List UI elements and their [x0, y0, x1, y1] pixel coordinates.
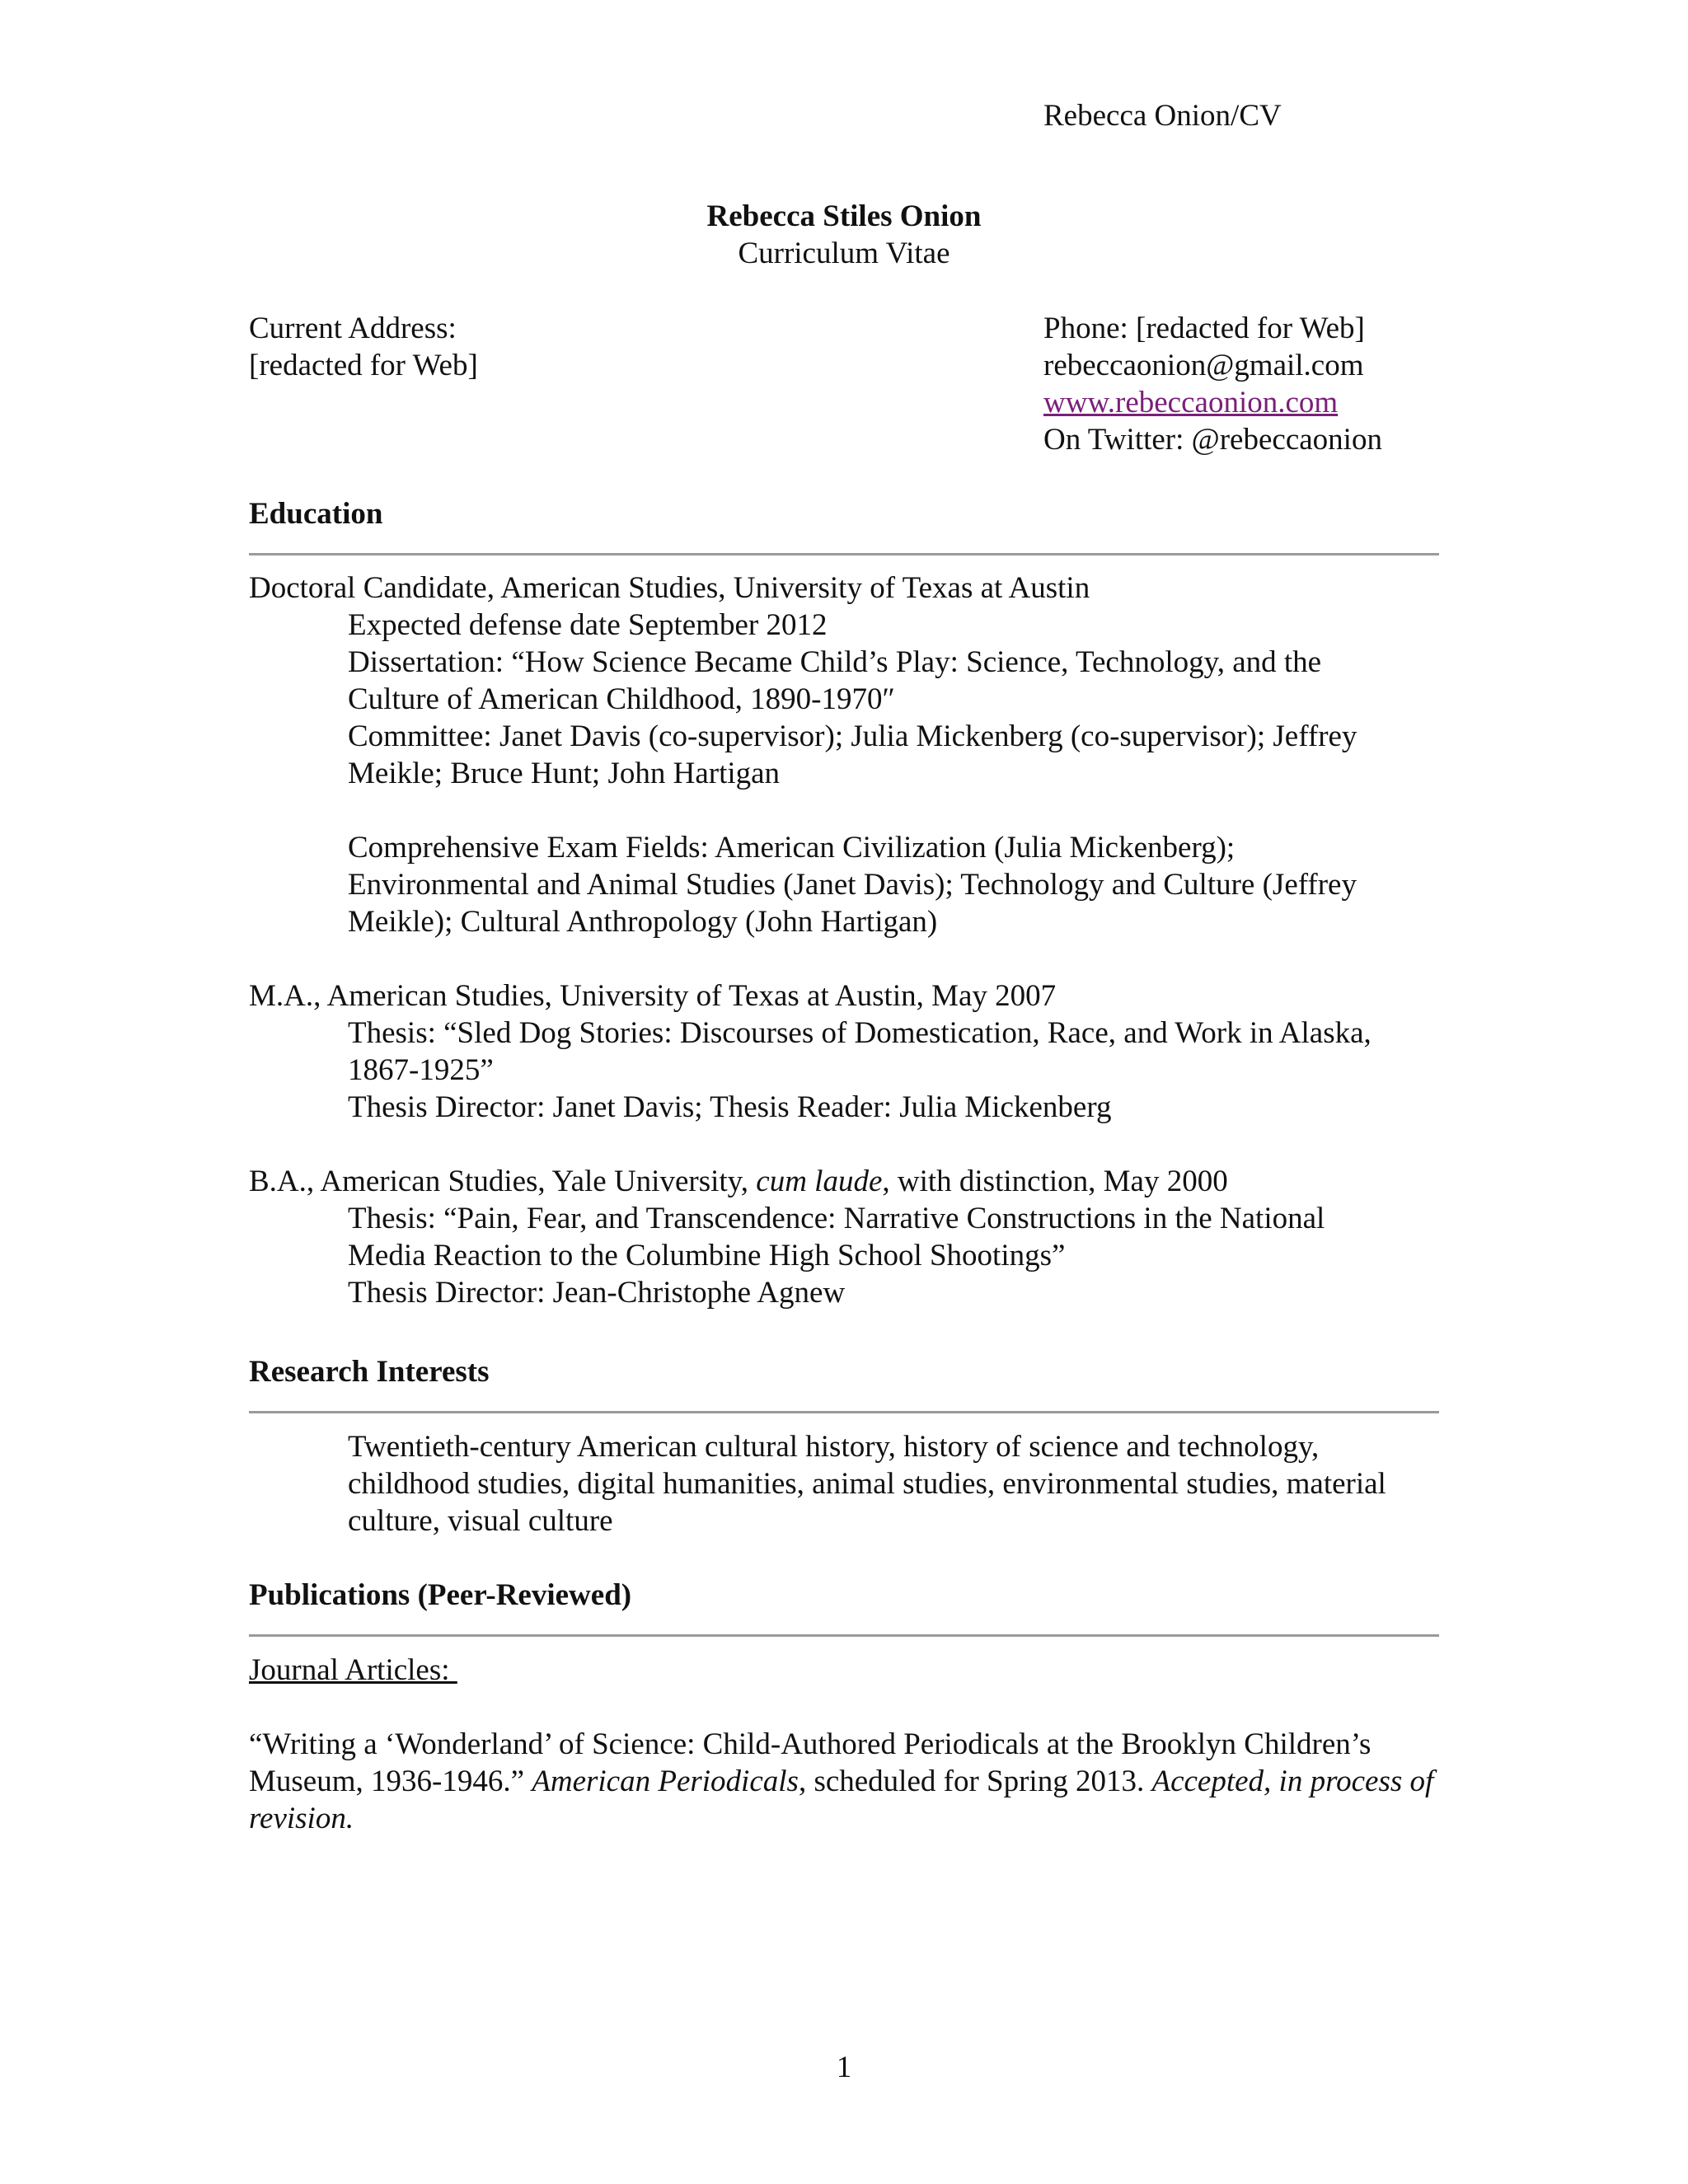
ba-title: B.A., American Studies, Yale University, cum laude, with distinction, May 2000	[249, 1165, 1228, 1198]
publications-heading: Publications (Peer-Reviewed)	[249, 1578, 632, 1612]
research-rule	[249, 1411, 1439, 1413]
research-section	[249, 1428, 1452, 1540]
research-line-2: childhood studies, digital humanities, animal studies, environmental studies, material	[348, 1467, 1386, 1501]
phd-committee-cont: Meikle; Bruce Hunt; John Hartigan	[348, 757, 781, 790]
ma-thesis-cont: 1867-1925”	[348, 1053, 494, 1087]
article-line-2: Museum, 1936-1946.” American Periodicals, scheduled for Spring 2013. Accepted, in process of	[249, 1765, 1434, 1798]
article-status: Accepted, in process of	[1151, 1765, 1434, 1798]
research-line-1: Twentieth-century American cultural history, history of science and technology,	[348, 1430, 1320, 1464]
ba-honors: cum laude	[756, 1165, 883, 1198]
ba-thesis: Thesis: “Pain, Fear, and Transcendence: Narrative Constructions in the National	[348, 1202, 1325, 1235]
contact-block	[1043, 310, 1382, 458]
education-rule	[249, 553, 1439, 555]
phone-line: Phone: [redacted for Web]	[1043, 312, 1365, 345]
article-status-cont: revision.	[249, 1802, 354, 1835]
journal-articles-subheading: Journal Articles:	[249, 1653, 457, 1687]
phd-dissertation-cont: Culture of American Childhood, 1890-1970″	[348, 682, 895, 716]
cv-subtitle: Curriculum Vitae	[738, 237, 950, 270]
address-value: [redacted for Web]	[249, 349, 478, 382]
research-heading: Research Interests	[249, 1355, 490, 1389]
research-line-3: culture, visual culture	[348, 1504, 613, 1538]
page-number: 1	[836, 2050, 852, 2084]
phd-title: Doctoral Candidate, American Studies, University of Texas at Austin	[249, 571, 1090, 605]
publications-section	[249, 1652, 1452, 1837]
article-line-1: “Writing a ‘Wonderland’ of Science: Child-Authored Periodicals at the Brooklyn Children’s	[249, 1727, 1372, 1761]
ma-title: M.A., American Studies, University of Texas at Austin, May 2007	[249, 979, 1057, 1013]
ba-thesis-cont: Media Reaction to the Columbine High School Shootings”	[348, 1239, 1066, 1272]
cv-name: Rebecca Stiles Onion	[706, 199, 982, 233]
phd-exam-fields-cont: Environmental and Animal Studies (Janet Davis); Technology and Culture (Jeffrey	[348, 868, 1357, 902]
education-section	[249, 569, 1452, 1311]
phd-dissertation: Dissertation: “How Science Became Child’s Play: Science, Technology, and the	[348, 645, 1322, 679]
publications-rule	[249, 1634, 1439, 1637]
running-head: Rebecca Onion/CV	[1043, 99, 1282, 133]
phd-defense: Expected defense date September 2012	[348, 608, 828, 642]
phd-committee: Committee: Janet Davis (co-supervisor); Julia Mickenberg (co-supervisor); Jeffrey	[348, 719, 1357, 753]
email-line: rebeccaonion@gmail.com	[1043, 349, 1364, 382]
website-link[interactable]: www.rebeccaonion.com	[1043, 386, 1339, 419]
address-block	[249, 310, 478, 384]
education-heading: Education	[249, 497, 383, 531]
twitter-line: On Twitter: @rebeccaonion	[1043, 423, 1382, 457]
phd-exam-fields: Comprehensive Exam Fields: American Civilization (Julia Mickenberg);	[348, 831, 1236, 865]
phd-exam-fields-end: Meikle); Cultural Anthropology (John Hartigan)	[348, 905, 938, 939]
address-label: Current Address:	[249, 312, 457, 345]
journal-name: American Periodicals	[532, 1765, 799, 1798]
ba-thesis-director: Thesis Director: Jean-Christophe Agnew	[348, 1276, 846, 1310]
ma-thesis-director: Thesis Director: Janet Davis; Thesis Reader: Julia Mickenberg	[348, 1090, 1112, 1124]
ma-thesis: Thesis: “Sled Dog Stories: Discourses of Domestication, Race, and Work in Alaska,	[348, 1016, 1372, 1050]
